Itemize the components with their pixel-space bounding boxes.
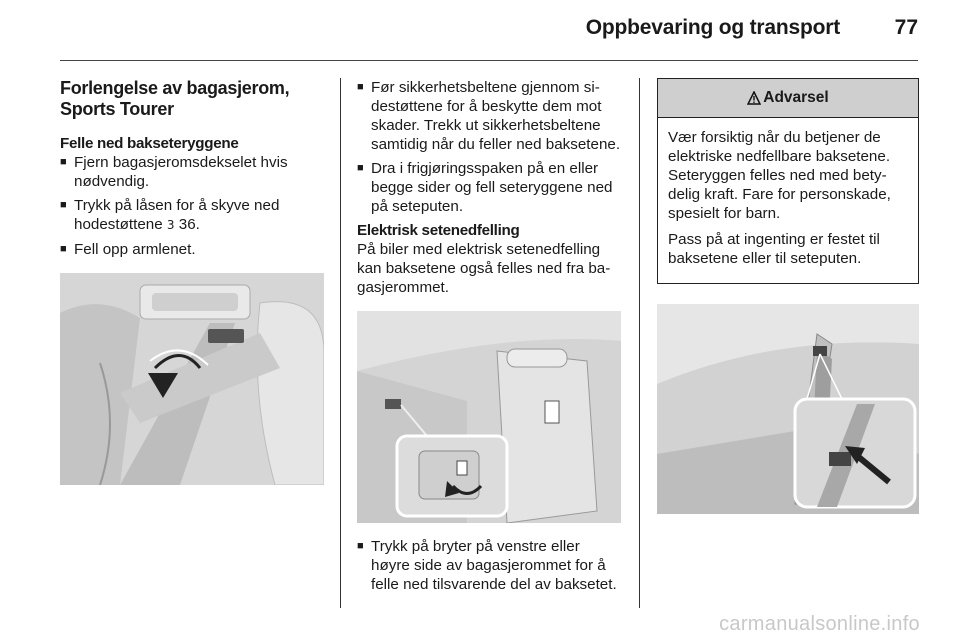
- section-title: [60, 78, 324, 120]
- list-item: ■ Fjern bagasjeromsdekselet hvis nødvendig.: [60, 153, 324, 191]
- bullet-list-col1: [60, 153, 324, 259]
- warning-triangle-icon: [747, 91, 761, 105]
- page-number: 77: [894, 16, 918, 39]
- bullet-list-col2-bottom: [357, 537, 621, 594]
- warning-header: [658, 79, 918, 118]
- column-divider-1: [340, 78, 341, 608]
- header-rule: [60, 60, 918, 61]
- list-item: ■ Trykk på bryter på venstre eller høyre side av bagasjerommet for å felle ned tilsvarende del av baksetet.: [357, 537, 621, 594]
- list-item: ■ Dra i frigjøringsspaken på en eller begge sider og fell seteryggene ned på seteputen.: [357, 159, 621, 216]
- warning-paragraph: Pass på at ingenting er festet til baksetene eller til seteputen.: [668, 231, 880, 267]
- page-reference-link[interactable]: 36.: [178, 216, 200, 233]
- warning-paragraph: Vær forsiktig når du betjener de elektriske nedfellbare baksetene. Seteryggen felles ned med betydelig kraft. Fare for personskade, spesielt for barn.: [668, 129, 891, 222]
- column-3: [657, 78, 919, 514]
- seatbelt-guide-illustration: [657, 304, 919, 514]
- section-title-line-1: Forlengelse av bagasjerom,: [60, 78, 290, 98]
- warning-box: [657, 78, 919, 284]
- list-item: ■ Fell opp armlenet.: [60, 240, 324, 259]
- list-item: ■ Trykk på låsen for å skyve ned hodestøttene 3 36.: [60, 196, 324, 235]
- cargo-switch-illustration: [357, 311, 621, 523]
- warning-body: [658, 118, 918, 283]
- electric-folding-paragraph: På biler med elektrisk setenedfelling kan baksetene også felles ned fra bagasjerommet.: [357, 241, 611, 296]
- subheading-electric-folding: Elektrisk setenedfelling: [357, 222, 520, 239]
- column-divider-2: [639, 78, 640, 608]
- headrest-illustration: [60, 273, 324, 485]
- column-2: [357, 78, 621, 599]
- warning-title: Advarsel: [763, 89, 829, 106]
- watermark-url: carmanualsonline.info: [719, 613, 920, 635]
- column-1: [60, 78, 324, 485]
- reference-arrow-icon: 3: [166, 218, 175, 232]
- list-item: ■ Før sikkerhetsbeltene gjennom sidestøttene for å beskytte dem mot skader. Trekk ut sikkerhetsbeltene samtidig når du feller ned baksetene.: [357, 78, 621, 154]
- section-title-line-2: Sports Tourer: [60, 99, 174, 119]
- bullet-list-col2-top: [357, 78, 621, 216]
- subheading-fold-seatbacks: Felle ned bakseteryggene: [60, 135, 239, 152]
- header-title: Oppbevaring og transport: [585, 16, 840, 39]
